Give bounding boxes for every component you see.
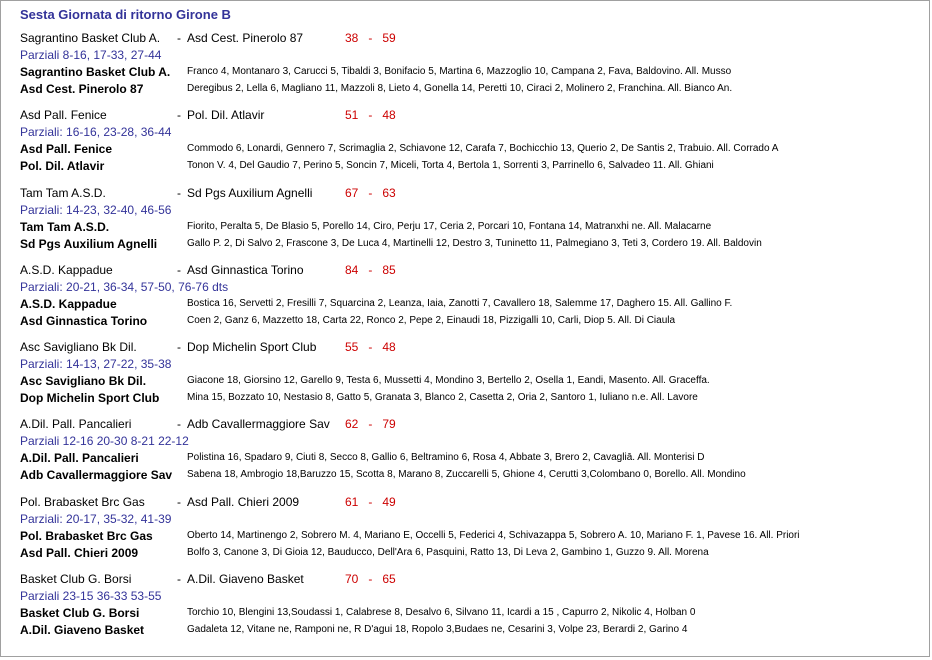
game-block [20,572,920,652]
away-team: Asd Pall. Chieri 2009 [187,495,300,509]
roster-players: Bostica 16, Servetti 2, Fresilli 7, Squarcina 2, Leanza, Iaia, Zanotti 7, Cavallero 18, Salemme 17, Daghero 15. All. Gallino F. [187,298,733,309]
roster-team-name: Dop Michelin Sport Club [20,391,160,405]
roster-players: Sabena 18, Ambrogio 18,Baruzzo 15, Scotta 8, Marano 8, Zuccarelli 5, Ghione 4, Cerutti 3,Colombano 0, Borello. All. Mondino [187,469,746,480]
roster-players: Tonon V. 4, Del Gaudio 7, Perino 5, Soncin 7, Miceli, Torta 4, Bertola 1, Sorrenti 3, Parrinello 6, Salvadeo 11. All. Ghiani [187,160,714,171]
matchup-separator: - [177,340,181,354]
game-block [20,263,920,343]
roster-players: Gallo P. 2, Di Salvo 2, Frascone 3, De Luca 4, Martinelli 12, Destro 3, Tuninetto 11, Palmegiano 3, Teti 3, Cordero 19. All. Baldovin [187,238,762,249]
game-block [20,108,920,188]
away-team: Asd Ginnastica Torino [187,263,304,277]
roster-team-name: Asc Savigliano Bk Dil. [20,374,147,388]
roster-players: Commodo 6, Lonardi, Gennero 7, Scrimaglia 2, Schiavone 12, Carafa 7, Bochicchio 13, Querio 2, De Santis 2, Trabuio. All. Corrado A [187,143,779,154]
roster-team-name: Sd Pgs Auxilium Agnelli [20,237,158,251]
matchup-separator: - [177,417,181,431]
roster-players: Oberto 14, Martinengo 2, Sobrero M. 4, Mariano E, Occelli 5, Federici 4, Schivazappa 5, Sobrero A. 10, Mariano F. 1, Pavese 16. All. Priori [187,530,800,541]
partial-scores: Parziali: 14-13, 27-22, 35-38 [20,357,172,371]
home-team: Asd Pall. Fenice [20,108,107,122]
roster-players: Fiorito, Peralta 5, De Blasio 5, Porello 14, Ciro, Perju 17, Ceria 2, Porcari 10, Fontana 14, Matranxhi ne. All. Malacarne [187,221,712,232]
roster-players: Coen 2, Ganz 6, Mazzetto 18, Carta 22, Ronco 2, Pepe 2, Einaudi 18, Pizzigalli 10, Carli, Diop 5. All. Di Ciaula [187,315,676,326]
final-score: 55 - 48 [345,340,396,354]
partial-scores: Parziali: 14-23, 32-40, 46-56 [20,203,172,217]
game-block [20,495,920,575]
matchup-separator: - [177,263,181,277]
roster-team-name: A.Dil. Pall. Pancalieri [20,451,139,465]
roster-team-name: Basket Club G. Borsi [20,606,140,620]
partial-scores: Parziali: 16-16, 23-28, 36-44 [20,125,172,139]
roster-team-name: Asd Pall. Fenice [20,142,113,156]
away-team: A.Dil. Giaveno Basket [187,572,304,586]
home-team: Basket Club G. Borsi [20,572,132,586]
home-team: Asc Savigliano Bk Dil. [20,340,137,354]
game-block [20,31,920,111]
matchup-separator: - [177,495,181,509]
roster-players: Bolfo 3, Canone 3, Di Gioia 12, Bauducco, Dell'Ara 6, Pasquini, Ratto 13, Di Leva 2, Gambino 1, Guzzo 9. All. Morena [187,547,709,558]
roster-team-name: A.S.D. Kappadue [20,297,117,311]
matchup-separator: - [177,108,181,122]
roster-team-name: Sagrantino Basket Club A. [20,65,171,79]
roster-team-name: Asd Cest. Pinerolo 87 [20,82,144,96]
home-team: Sagrantino Basket Club A. [20,31,161,45]
final-score: 67 - 63 [345,186,396,200]
roster-team-name: Pol. Brabasket Brc Gas [20,529,153,543]
matchup-separator: - [177,572,181,586]
game-block [20,340,920,420]
home-team: Pol. Brabasket Brc Gas [20,495,145,509]
final-score: 62 - 79 [345,417,396,431]
roster-players: Deregibus 2, Lella 6, Magliano 11, Mazzoli 8, Lieto 4, Gonella 14, Peretti 10, Ciraci 2, Molinero 2, Franchina. All. Bianco An. [187,83,733,94]
final-score: 70 - 65 [345,572,396,586]
partial-scores: Parziali 8-16, 17-33, 27-44 [20,48,162,62]
away-team: Dop Michelin Sport Club [187,340,317,354]
final-score: 84 - 85 [345,263,396,277]
home-team: A.Dil. Pall. Pancalieri [20,417,132,431]
game-block [20,417,920,497]
partial-scores: Parziali: 20-17, 35-32, 41-39 [20,512,172,526]
roster-team-name: Asd Ginnastica Torino [20,314,148,328]
page-title: Sesta Giornata di ritorno Girone B [20,7,231,22]
roster-team-name: Adb Cavallermaggiore Sav [20,468,173,482]
roster-players: Polistina 16, Spadaro 9, Ciuti 8, Secco 8, Gallio 6, Beltramino 6, Rosa 4, Abbate 3, Brero 2, Cavagliā. All. Monterisi D [187,452,705,463]
final-score: 38 - 59 [345,31,396,45]
partial-scores: Parziali: 20-21, 36-34, 57-50, 76-76 dts [20,280,229,294]
matchup-separator: - [177,31,181,45]
roster-players: Gadaleta 12, Vitane ne, Ramponi ne, R D'agui 18, Ropolo 3,Budaes ne, Cesarini 3, Volpe 23, Berardi 2, Garino 4 [187,624,688,635]
away-team: Asd Cest. Pinerolo 87 [187,31,304,45]
home-team: A.S.D. Kappadue [20,263,113,277]
final-score: 61 - 49 [345,495,396,509]
roster-team-name: A.Dil. Giaveno Basket [20,623,145,637]
away-team: Pol. Dil. Atlavir [187,108,265,122]
final-score: 51 - 48 [345,108,396,122]
roster-team-name: Asd Pall. Chieri 2009 [20,546,139,560]
away-team: Adb Cavallermaggiore Sav [187,417,330,431]
home-team: Tam Tam A.S.D. [20,186,106,200]
game-block [20,186,920,266]
roster-players: Franco 4, Montanaro 3, Carucci 5, Tibaldi 3, Bonifacio 5, Martina 6, Mazzoglio 10, Campana 2, Fava, Baldovino. All. Musso [187,66,732,77]
roster-team-name: Pol. Dil. Atlavir [20,159,105,173]
matchup-separator: - [177,186,181,200]
roster-players: Mina 15, Bozzato 10, Nestasio 8, Gatto 5, Granata 3, Blanco 2, Casetta 2, Oria 2, Santoro 1, Iuliano n.e. All. Lavore [187,392,698,403]
roster-team-name: Tam Tam A.S.D. [20,220,110,234]
partial-scores: Parziali 23-15 36-33 53-55 [20,589,162,603]
away-team: Sd Pgs Auxilium Agnelli [187,186,313,200]
partial-scores: Parziali 12-16 20-30 8-21 22-12 [20,434,189,448]
roster-players: Torchio 10, Blengini 13,Soudassi 1, Calabrese 8, Desalvo 6, Silvano 11, Icardi a 15 , Capurro 2, Nikolic 4, Holban 0 [187,607,696,618]
roster-players: Giacone 18, Giorsino 12, Garello 9, Testa 6, Mussetti 4, Mondino 3, Bertello 2, Osella 1, Eandi, Masento. All. Graceffa. [187,375,710,386]
